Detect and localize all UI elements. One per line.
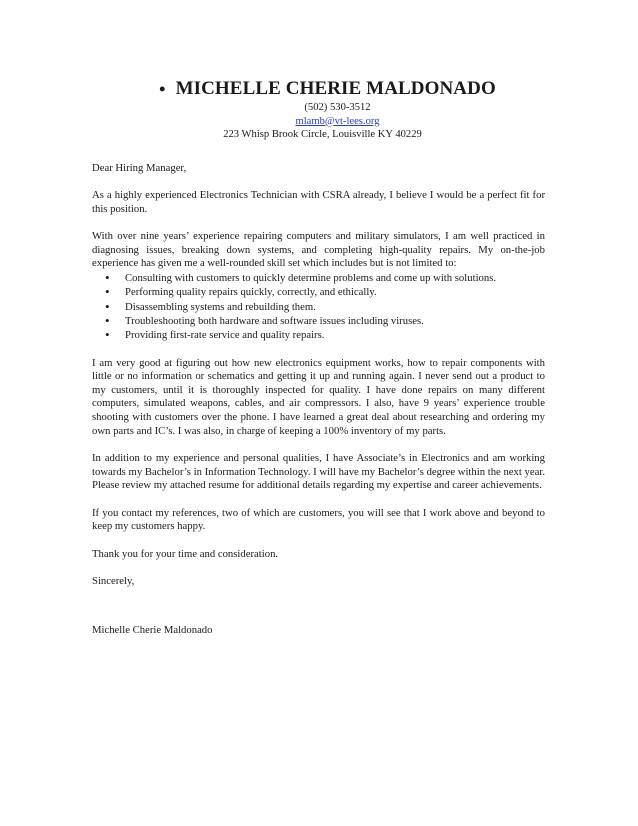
education-paragraph: In addition to my experience and personal qualities, I have Associate’s in Electronics and am working towards my Bachelor’s in Information Technology. I will have my Bachelor’s degree within the next year. Please review my attached resume for additional details regarding my expertise and career achievements. xyxy=(92,452,545,492)
applicant-name-line xyxy=(92,78,545,100)
email-link[interactable]: mlamb@vt-lees.org xyxy=(295,115,380,127)
contact-block xyxy=(92,101,545,142)
list-item: • Performing quality repairs quickly, correctly, and ethically. xyxy=(105,285,545,299)
experience-paragraph: With over nine years’ experience repairing computers and military simulators, I am well practiced in diagnosing issues, breaking down systems, and completing high-quality repairs. My on-the-job experience has given me a well-rounded skill set which includes but is not limited to: xyxy=(92,230,545,270)
closing-line: Sincerely, xyxy=(92,575,135,588)
skills-list xyxy=(92,271,545,343)
signature-name: Michelle Cherie Maldonado xyxy=(92,623,213,636)
list-item: • Troubleshooting both hardware and software issues including viruses. xyxy=(105,314,545,328)
list-item: • Consulting with customers to quickly determine problems and come up with solutions. xyxy=(105,271,545,285)
greeting: Dear Hiring Manager, xyxy=(92,161,187,174)
letter-body xyxy=(92,162,545,638)
intro-paragraph: As a highly experienced Electronics Technician with CSRA already, I believe I would be a perfect fit for this position. xyxy=(92,189,545,215)
phone-number: (502) 530-3512 xyxy=(304,102,371,113)
references-paragraph: If you contact my references, two of which are customers, you will see that I work above and beyond to keep my customers happy. xyxy=(92,506,545,533)
abilities-paragraph: I am very good at figuring out how new electronics equipment works, how to repair components with little or no information or schematics and getting it up and running again. I never send out a product to my customers, until it is thoroughly inspected for quality. I have done repairs on many different computers, simulated weapons, cables, and air compressors. I also, have 9 years’ experience trouble shooting with customers over the phone. I have learned a great deal about researching and ordering my own parts and IC’s. I was also, in charge of keeping a 100% inventory of my parts. xyxy=(92,356,545,437)
thanks-line: Thank you for your time and consideration. xyxy=(92,547,279,560)
list-item: • Providing first-rate service and quality repairs. xyxy=(105,328,545,342)
bullet-icon: • xyxy=(159,79,166,99)
street-address: 223 Whisp Brook Circle, Louisville KY 40229 xyxy=(223,129,422,140)
letter-page xyxy=(92,0,545,637)
list-item: • Disassembling systems and rebuilding them. xyxy=(105,300,545,314)
applicant-name: MICHELLE CHERIE MALDONADO xyxy=(175,78,496,99)
letter-header xyxy=(92,78,545,142)
